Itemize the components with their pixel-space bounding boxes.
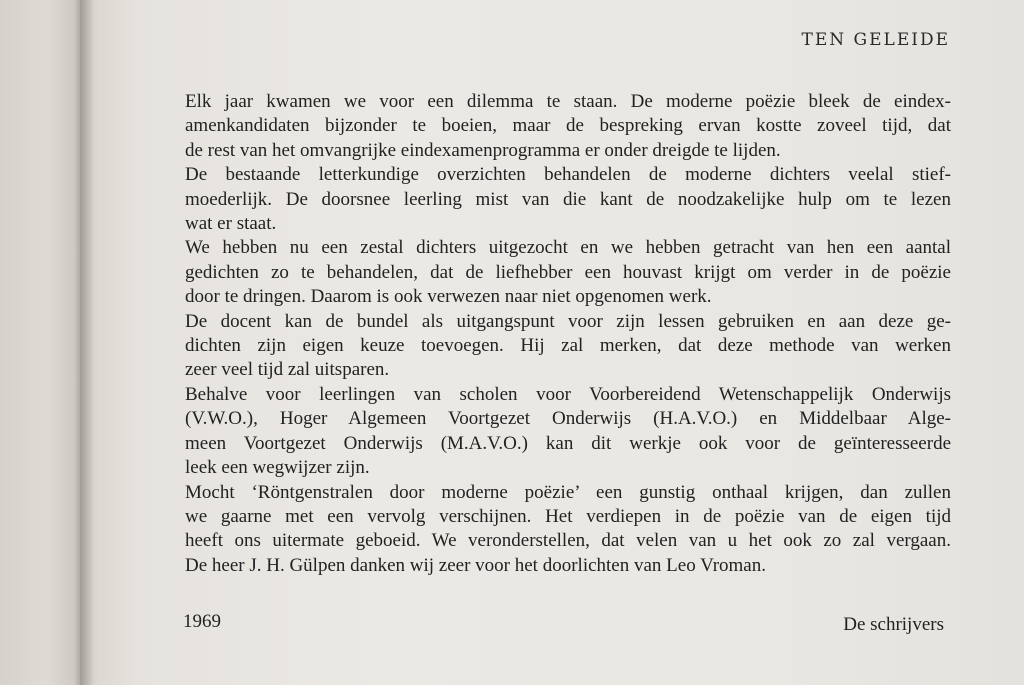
running-head: TEN GELEIDE <box>801 30 950 50</box>
text-line: amenkandidaten bijzonder te boeien, maar de bespreking ervan kostte zoveel tijd, dat <box>185 115 951 137</box>
paragraph <box>185 481 951 579</box>
text-line: Elk jaar kwamen we voor een dilemma te staan. De moderne poëzie bleek de eindex- <box>185 91 951 112</box>
text-line: Behalve voor leerlingen van scholen voor Voorbereidend Wetenschappelijk Onderwijs <box>185 383 951 405</box>
body-text <box>185 90 951 578</box>
text-line: meen Voortgezet Onderwijs (M.A.V.O.) kan dit werkje ook voor de geïnteresseerde <box>185 432 951 454</box>
text-line: We hebben nu een zestal dichters uitgezocht en we hebben getracht van hen een aantal <box>185 237 951 259</box>
left-page-edge <box>0 0 84 685</box>
text-line: De bestaande letterkundige overzichten behandelen de moderne dichters veelal stief- <box>185 164 951 186</box>
paragraph <box>185 236 951 309</box>
gutter-shadow <box>80 0 94 685</box>
text-line: we gaarne met een vervolg verschijnen. Het verdiepen in de poëzie van de eigen tijd <box>185 505 951 527</box>
text-line: (V.W.O.), Hoger Algemeen Voortgezet Onderwijs (H.A.V.O.) en Middelbaar Alge- <box>185 408 951 430</box>
text-line: moederlijk. De doorsnee leerling mist van die kant de noodzakelijke hulp om te lezen <box>185 188 951 210</box>
text-line: Mocht ‘Röntgenstralen door moderne poëzie’ een gunstig onthaal krijgen, dan zullen <box>185 481 951 503</box>
paragraph <box>185 90 951 163</box>
text-line: door te dringen. Daarom is ook verwezen naar niet opgenomen werk. <box>185 286 712 308</box>
paragraph <box>185 163 951 236</box>
text-line: De docent kan de bundel als uitgangspunt voor zijn lessen gebruiken en aan deze ge- <box>185 310 951 332</box>
text-line: wat er staat. <box>185 213 277 235</box>
text-line: De heer J. H. Gülpen danken wij zeer voor het doorlichten van Leo Vroman. <box>185 554 766 576</box>
footer-year: 1969 <box>183 611 221 632</box>
text-line: dichten zijn eigen keuze toevoegen. Hij zal merken, dat deze methode van werken <box>185 335 951 357</box>
paragraph <box>185 383 951 481</box>
text-line: de rest van het omvangrijke eindexamenprogramma er onder dreigde te lijden. <box>185 139 781 161</box>
text-line: zeer veel tijd zal uitsparen. <box>185 359 390 381</box>
text-line: heeft ons uitermate geboeid. We veronderstellen, dat velen van u het ook zo zal vergaan. <box>185 530 951 552</box>
footer-signature: De schrijvers <box>843 614 944 635</box>
text-line: gedichten zo te behandelen, dat de liefhebber een houvast krijgt om verder in de poëzie <box>185 261 951 283</box>
paragraph <box>185 310 951 383</box>
text-line: leek een wegwijzer zijn. <box>185 457 370 479</box>
